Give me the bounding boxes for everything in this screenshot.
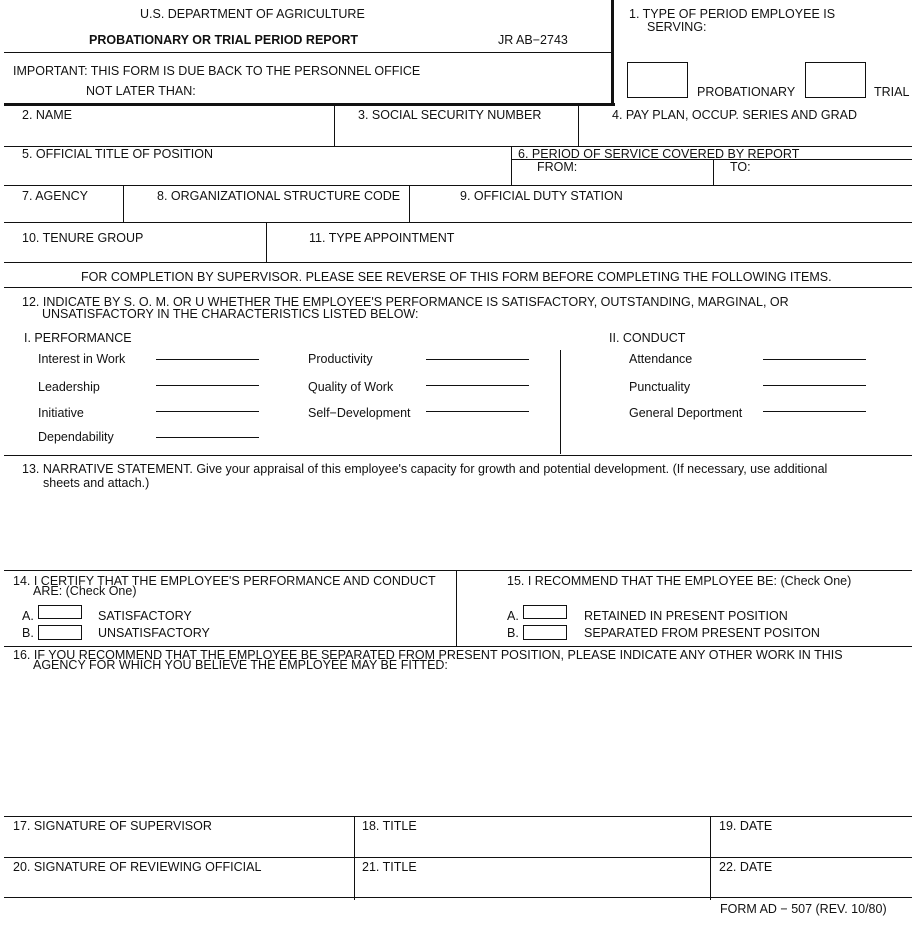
item12-instructions: 12. INDICATE BY S. O. M. OR U WHETHER THE EMPLOYEE'S PERFORMANCE IS SATISFACTORY, OUTSTANDING, MARGINAL, OR bbox=[22, 295, 789, 309]
date22-label: 22. DATE bbox=[719, 860, 773, 874]
trial-checkbox[interactable] bbox=[805, 62, 866, 98]
rating-item-quality: Quality of Work bbox=[308, 380, 394, 394]
title18-label: 18. TITLE bbox=[362, 819, 417, 833]
rating-item-initiative: Initiative bbox=[38, 406, 84, 420]
rating-line-leadership[interactable] bbox=[156, 385, 259, 386]
divider bbox=[123, 185, 124, 223]
probationary-checkbox[interactable] bbox=[627, 62, 688, 98]
rating-item-deportment: General Deportment bbox=[629, 406, 743, 420]
official-title-label: 5. OFFICIAL TITLE OF POSITION bbox=[22, 147, 214, 161]
item15-label: 15. I RECOMMEND THAT THE EMPLOYEE BE: (Check One) bbox=[507, 574, 852, 588]
unsatisfactory-checkbox[interactable] bbox=[38, 625, 82, 640]
reviewing-official-label: 20. SIGNATURE OF REVIEWING OFFICIAL bbox=[13, 860, 262, 874]
row-divider bbox=[4, 646, 912, 647]
rating-item-interest: Interest in Work bbox=[38, 352, 126, 366]
ssn-label: 3. SOCIAL SECURITY NUMBER bbox=[358, 108, 542, 122]
rating-item-productivity: Productivity bbox=[308, 352, 373, 366]
header-divider bbox=[4, 52, 611, 53]
item14-label-cont: ARE: (Check One) bbox=[33, 584, 137, 598]
rating-line-initiative[interactable] bbox=[156, 411, 259, 412]
pay-plan-label: 4. PAY PLAN, OCCUP. SERIES AND GRAD bbox=[612, 108, 857, 122]
narrative-label: 13. NARRATIVE STATEMENT. Give your appraisal of this employee's capacity for growth and potential development. (If necessary, use additional bbox=[22, 462, 828, 476]
item14-label: 14. I CERTIFY THAT THE EMPLOYEE'S PERFORMANCE AND CONDUCT bbox=[13, 574, 436, 588]
performance-conduct-divider bbox=[560, 350, 561, 454]
item16-label-cont: AGENCY FOR WHICH YOU BELIEVE THE EMPLOYEE MAY BE FITTED: bbox=[33, 658, 448, 672]
name-label: 2. NAME bbox=[22, 108, 73, 122]
divider bbox=[266, 222, 267, 262]
rating-line-punctuality[interactable] bbox=[763, 385, 866, 386]
due-date-label: NOT LATER THAN: bbox=[86, 84, 196, 98]
row-divider bbox=[4, 857, 912, 858]
rating-item-dependability: Dependability bbox=[38, 430, 114, 444]
row-divider bbox=[4, 455, 912, 456]
row-divider bbox=[4, 185, 912, 186]
row-divider bbox=[4, 222, 912, 223]
row-divider bbox=[4, 287, 912, 288]
item16-label: 16. IF YOU RECOMMEND THAT THE EMPLOYEE BE SEPARATED FROM PRESENT POSITION, PLEASE INDICATE ANY OTHER WORK IN THIS bbox=[13, 648, 843, 662]
divider bbox=[511, 146, 512, 185]
rating-item-punctuality: Punctuality bbox=[629, 380, 691, 394]
row-divider bbox=[4, 897, 912, 898]
rating-line-attendance[interactable] bbox=[763, 359, 866, 360]
item1-label: 1. TYPE OF PERIOD EMPLOYEE IS bbox=[629, 7, 836, 21]
form-number: FORM AD − 507 (REV. 10/80) bbox=[720, 902, 887, 916]
item12-instructions-cont: UNSATISFACTORY IN THE CHARACTERISTICS LISTED BELOW: bbox=[42, 307, 419, 321]
header-bottom-border bbox=[4, 103, 615, 106]
narrative-label-cont: sheets and attach.) bbox=[43, 476, 150, 490]
from-label: FROM: bbox=[537, 160, 578, 174]
rating-item-self-development: Self−Development bbox=[308, 406, 411, 420]
important-notice: IMPORTANT: THIS FORM IS DUE BACK TO THE PERSONNEL OFFICE bbox=[13, 64, 421, 78]
divider bbox=[409, 185, 410, 223]
supervisor-signature-label: 17. SIGNATURE OF SUPERVISOR bbox=[13, 819, 212, 833]
row-divider bbox=[4, 570, 912, 571]
duty-station-label: 9. OFFICIAL DUTY STATION bbox=[460, 189, 623, 203]
rating-line-productivity[interactable] bbox=[426, 359, 529, 360]
row-divider bbox=[4, 262, 912, 263]
rating-item-leadership: Leadership bbox=[38, 380, 100, 394]
tenure-group-label: 10. TENURE GROUP bbox=[22, 231, 144, 245]
retained-label: RETAINED IN PRESENT POSITION bbox=[584, 609, 788, 623]
separated-checkbox[interactable] bbox=[523, 625, 567, 640]
rating-item-attendance: Attendance bbox=[629, 352, 693, 366]
divider bbox=[713, 159, 714, 185]
to-label: TO: bbox=[730, 160, 751, 174]
item1-label-cont: SERVING: bbox=[647, 20, 707, 34]
rating-line-dependability[interactable] bbox=[156, 437, 259, 438]
probationary-label: PROBATIONARY bbox=[697, 85, 796, 99]
divider bbox=[710, 816, 711, 900]
supervisor-banner: FOR COMPLETION BY SUPERVISOR. PLEASE SEE REVERSE OF THIS FORM BEFORE COMPLETING THE FOLLOWING ITEMS. bbox=[81, 270, 832, 284]
satisfactory-label: SATISFACTORY bbox=[98, 609, 192, 623]
item14-a-letter: A. bbox=[22, 609, 34, 623]
agency-label: 7. AGENCY bbox=[22, 189, 88, 203]
divider bbox=[334, 104, 335, 146]
divider bbox=[354, 816, 355, 900]
divider bbox=[578, 104, 579, 146]
title21-label: 21. TITLE bbox=[362, 860, 417, 874]
narrative-area[interactable] bbox=[4, 492, 912, 570]
period-of-service-label: 6. PERIOD OF SERVICE COVERED BY REPORT bbox=[518, 147, 800, 161]
rating-line-interest[interactable] bbox=[156, 359, 259, 360]
item15-a-letter: A. bbox=[507, 609, 519, 623]
retained-checkbox[interactable] bbox=[523, 605, 567, 619]
separated-label: SEPARATED FROM PRESENT POSITON bbox=[584, 626, 820, 640]
row-divider bbox=[4, 816, 912, 817]
other-work-area[interactable] bbox=[4, 674, 912, 814]
satisfactory-checkbox[interactable] bbox=[38, 605, 82, 619]
header-right-border bbox=[611, 0, 614, 104]
date19-label: 19. DATE bbox=[719, 819, 773, 833]
rating-line-deportment[interactable] bbox=[763, 411, 866, 412]
item15-b-letter: B. bbox=[507, 626, 519, 640]
rating-line-self-development[interactable] bbox=[426, 411, 529, 412]
rating-line-quality[interactable] bbox=[426, 385, 529, 386]
org-code-label: 8. ORGANIZATIONAL STRUCTURE CODE bbox=[157, 189, 401, 203]
form-code: JR AB−2743 bbox=[498, 33, 568, 47]
divider bbox=[456, 570, 457, 646]
trial-label: TRIAL bbox=[874, 85, 910, 99]
performance-heading: I. PERFORMANCE bbox=[24, 331, 132, 345]
department-name: U.S. DEPARTMENT OF AGRICULTURE bbox=[140, 7, 365, 21]
conduct-heading: II. CONDUCT bbox=[609, 331, 686, 345]
unsatisfactory-label: UNSATISFACTORY bbox=[98, 626, 210, 640]
type-appointment-label: 11. TYPE APPOINTMENT bbox=[309, 231, 455, 245]
report-title: PROBATIONARY OR TRIAL PERIOD REPORT bbox=[89, 33, 359, 47]
item14-b-letter: B. bbox=[22, 626, 34, 640]
